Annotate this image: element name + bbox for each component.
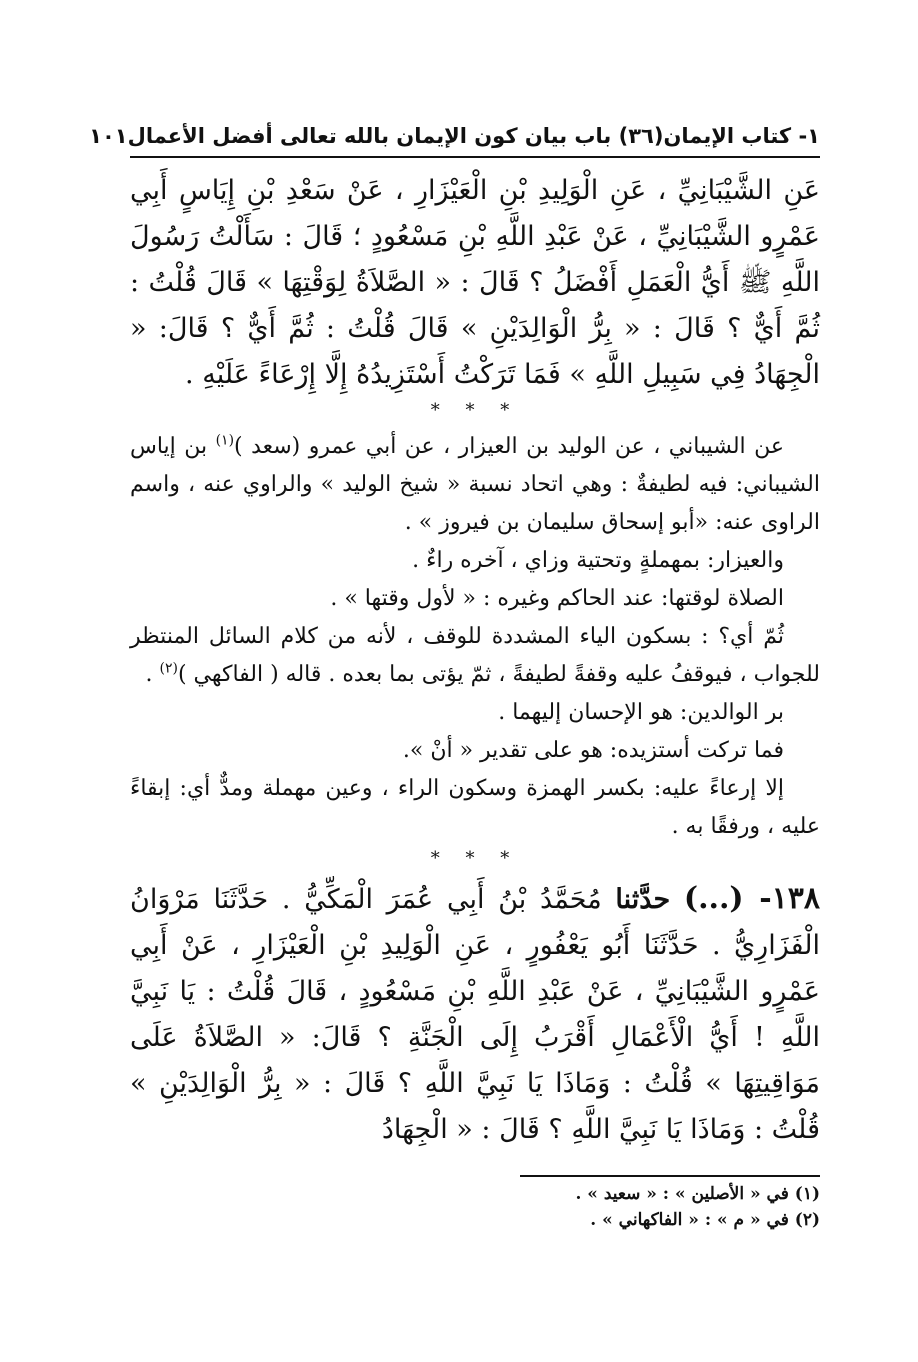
section-separator: * * * — [430, 848, 520, 869]
commentary-paragraph — [130, 618, 820, 694]
footnote-1: (١) في « الأصلين » : « سعيد » . — [575, 1184, 820, 1204]
footnote-ref-1: (١) — [215, 432, 235, 449]
hadith-138 — [130, 876, 820, 1153]
chapter-title: (٣٦) باب بيان كون الإيمان بالله تعالى أفضل الأعمال — [127, 124, 664, 148]
commentary-paragraph: الصلاة لوقتها: عند الحاكم وغيره : « لأول وقتها » . — [330, 586, 784, 611]
commentary-text: عن الشيباني ، عن الوليد بن العيزار ، عن أبي عمرو (سعد ) — [234, 434, 784, 459]
hadith-opening: حدَّثنا — [615, 884, 671, 915]
footnote-ref-2: (٢) — [159, 660, 178, 677]
hadith-body: مُحَمَّدُ بْنُ أَبِي عُمَرَ الْمَكِّيُّ . حَدَّثَنَا مَرْوَانُ الْفَزَارِيُّ . حَدَّثَنَا أَبُو يَعْفُورٍ ، عَنِ الْوَلِيدِ بْنِ الْعَيْزَارِ ، عَنْ أَبِي عَمْرٍو الشَّيْبَانِيِّ ، عَنْ عَبْدِ اللَّهِ بْنِ مَسْعُودٍ ، قَالَ قُلْتُ : يَا نَبِيَّ اللَّهِ ! أَيُّ الْأَعْمَالِ أَقْرَبُ إِلَى الْجَنَّةِ ؟ قَالَ: « الصَّلاَةُ عَلَى مَوَاقِيتِهَا » قُلْتُ : وَمَاذَا يَا نَبِيَّ اللَّهِ ؟ قَالَ : « بِرُّ الْوَالِدَيْنِ » قُلْتُ : وَمَاذَا يَا نَبِيَّ اللَّهِ ؟ قَالَ : « الْجِهَادُ — [130, 884, 820, 1145]
commentary-paragraph: والعيزار: بمهملةٍ وتحتية وزاي ، آخره راءٌ . — [412, 548, 784, 573]
commentary-text: . — [145, 662, 160, 687]
footnote-2: (٢) في « م » : « الفاكهاني » . — [590, 1210, 820, 1230]
page-number: ١٠١ — [89, 124, 128, 148]
commentary — [130, 428, 820, 846]
commentary-text: بن إياس الشيباني: فيه لطيفةٌ : وهي اتحاد نسبة « شيخ الوليد » والراوي عنه ، واسم الراوى عنه: «أبو إسحاق سليمان بن فيروز » . — [130, 434, 820, 535]
running-header — [89, 118, 820, 158]
footnote-divider — [520, 1175, 820, 1177]
commentary-paragraph: إلا إرعاءً عليه: بكسر الهمزة وسكون الراء ، وعين مهملة ومدٌّ أي: إبقاءً عليه ، ورفقًا به . — [130, 776, 820, 839]
hadith-text-continued: عَنِ الشَّيْبَانِيِّ ، عَنِ الْوَلِيدِ بْنِ الْعَيْزَارِ ، عَنْ سَعْدِ بْنِ إِيَاسٍ أَبِي عَمْرٍو الشَّيْبَانِيِّ ، عَنْ عَبْدِ اللَّهِ بْنِ مَسْعُودٍ ؛ قَالَ : سَأَلْتُ رَسُولَ اللَّهِ ﷺ أَيُّ الْعَمَلِ أَفْضَلُ ؟ قَالَ : « الصَّلاَةُ لِوَقْتِهَا » قَالَ قُلْتُ : ثُمَّ أَيٌّ ؟ قَالَ : « بِرُّ الْوَالِدَيْنِ » قَالَ قُلْتُ : ثُمَّ أَيٌّ ؟ قَالَ: « الْجِهَادُ فِي سَبِيلِ اللَّهِ » فَمَا تَرَكْتُ أَسْتَزِيدُهُ إِلَّا إِرْعَاءً عَلَيْهِ . — [130, 175, 820, 390]
section-separator: * * * — [430, 400, 520, 421]
commentary-paragraph — [130, 428, 820, 542]
hadith-number: ١٣٨- (...) — [683, 881, 820, 916]
footnotes — [130, 1181, 820, 1233]
book-page — [89, 118, 820, 1268]
commentary-paragraph: فما تركت أستزيده: هو على تقدير « أنْ ». — [402, 738, 784, 763]
book-title: ١- كتاب الإيمان — [663, 124, 820, 148]
commentary-paragraph: بر الوالدين: هو الإحسان إليهما . — [498, 700, 784, 725]
commentary-text: ثُمّ أي؟ : بسكون الياء المشددة للوقف ، لأنه من كلام السائل المنتظر للجواب ، فيوقفُ عليه وقفةً لطيفةً ، ثمّ يؤتى بما بعده . قاله ( الفاكهي ) — [130, 624, 820, 687]
